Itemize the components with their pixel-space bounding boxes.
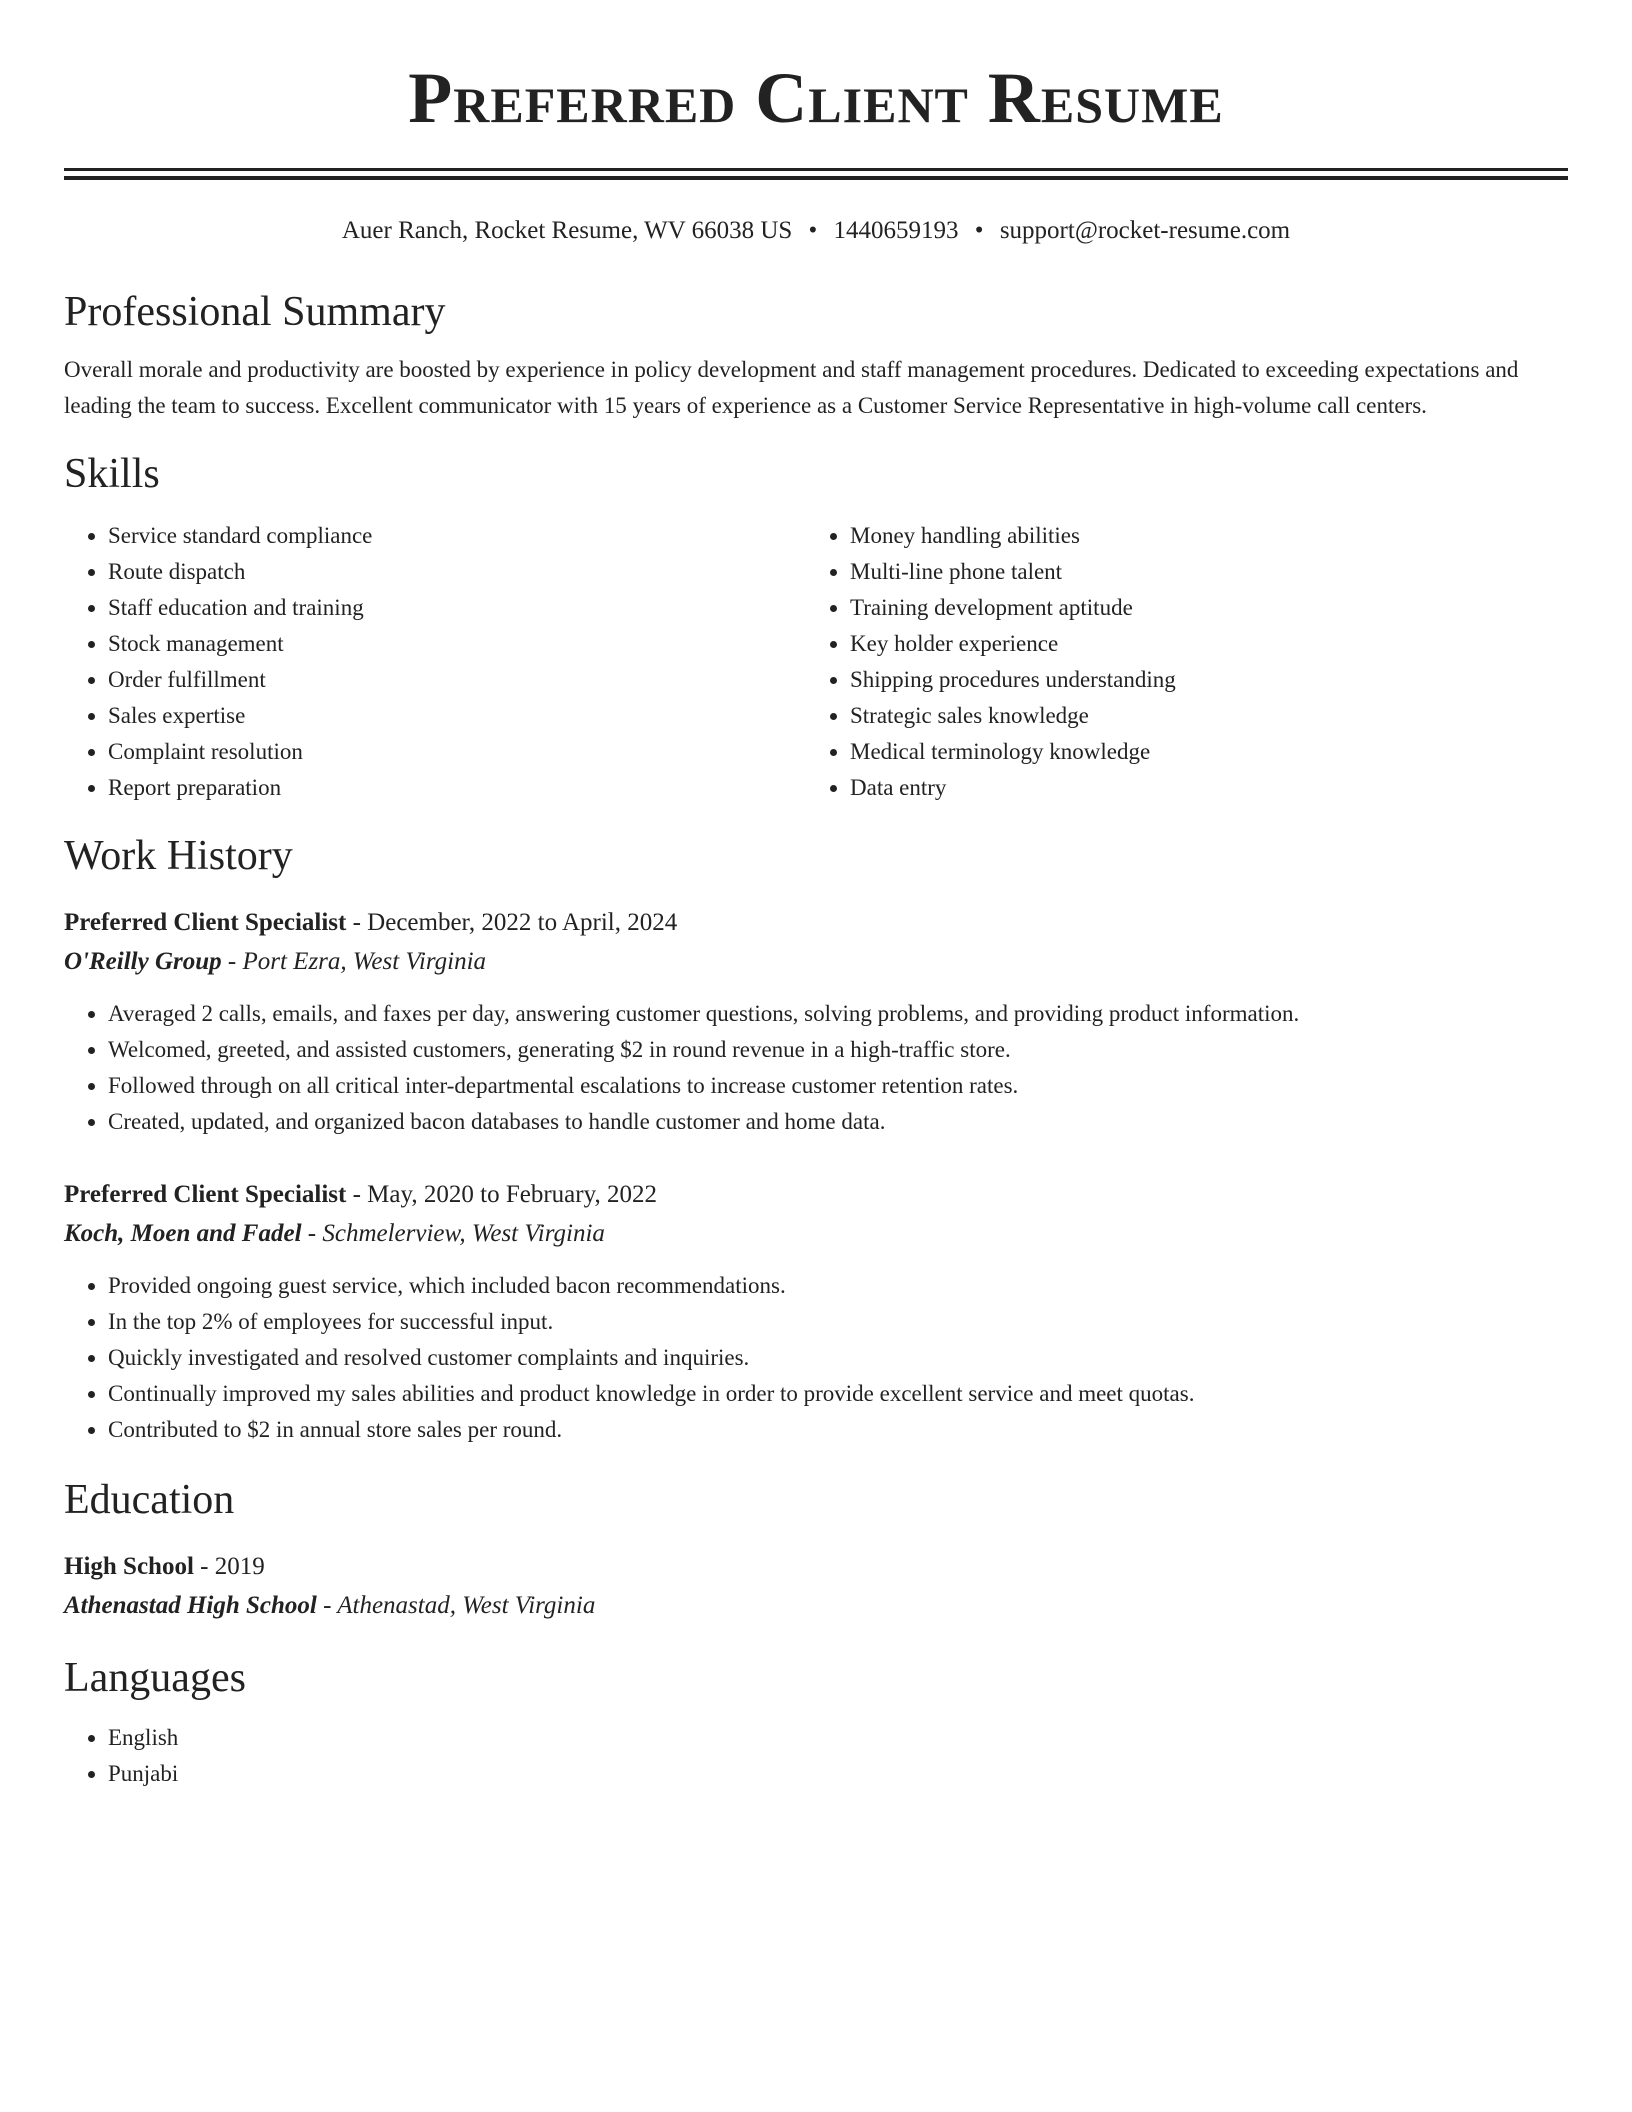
skills-list-right [806, 518, 1548, 806]
job-bullet: • Quickly investigated and resolved customer complaints and inquiries. [108, 1340, 1568, 1376]
job-bullet: • Created, updated, and organized bacon databases to handle customer and home data. [108, 1104, 1568, 1140]
education-heading: Education [64, 1477, 235, 1523]
job-company-line [64, 1214, 1568, 1254]
skill-item: • Key holder experience [850, 626, 1548, 662]
languages-list [64, 1720, 1568, 1792]
skill-item: • Order fulfillment [108, 662, 806, 698]
skill-item: • Route dispatch [108, 554, 806, 590]
education-school-line [64, 1586, 1568, 1626]
work-history-heading: Work History [64, 833, 293, 879]
job-entry [64, 1176, 1568, 1448]
skill-item: • Strategic sales knowledge [850, 698, 1548, 734]
summary-heading: Professional Summary [64, 289, 446, 335]
job-location: - Schmelerview, West Virginia [301, 1220, 605, 1247]
skill-item: • Training development aptitude [850, 590, 1548, 626]
page-title: Preferred Client Resume [408, 58, 1224, 138]
education-school: Athenastad High School [64, 1592, 317, 1619]
job-bullet: • Contributed to $2 in annual store sales per round. [108, 1412, 1568, 1448]
languages-heading: Languages [64, 1655, 246, 1701]
skill-item: • Shipping procedures understanding [850, 662, 1548, 698]
job-company: O'Reilly Group [64, 948, 222, 975]
skill-item: • Data entry [850, 770, 1548, 806]
summary-text: Overall morale and productivity are boosted by experience in policy development and staff management procedures. Dedicated to exceeding expectations and leading the team to success. Excellent communicator with 15 years of experience as a Customer Service Representative in high-volume call centers. [64, 357, 1519, 418]
skill-item: • Stock management [108, 626, 806, 662]
job-company-line [64, 942, 1568, 982]
skill-item: • Complaint resolution [108, 734, 806, 770]
education-location: - Athenastad, West Virginia [316, 1592, 596, 1619]
job-dates: - December, 2022 to April, 2024 [346, 909, 678, 936]
contact-separator: • [808, 217, 818, 244]
skills-heading: Skills [64, 451, 160, 497]
skill-item: • Medical terminology knowledge [850, 734, 1548, 770]
job-bullet: • Followed through on all critical inter-departmental escalations to increase customer retention rates. [108, 1068, 1568, 1104]
skill-item: • Multi-line phone talent [850, 554, 1548, 590]
skill-item: • Money handling abilities [850, 518, 1548, 554]
job-bullet: • Continually improved my sales abilities and product knowledge in order to provide excellent service and meet quotas. [108, 1376, 1568, 1412]
title-double-rule [64, 168, 1568, 180]
job-bullet: • Welcomed, greeted, and assisted customers, generating $2 in round revenue in a high-traffic store. [108, 1032, 1568, 1068]
skill-item: • Report preparation [108, 770, 806, 806]
contact-line [64, 214, 1568, 248]
contact-address: Auer Ranch, Rocket Resume, WV 66038 US [341, 217, 793, 244]
skills-grid [64, 518, 1568, 806]
job-title-line [64, 904, 1568, 942]
job-bullet: • In the top 2% of employees for successful input. [108, 1304, 1568, 1340]
skill-item: • Staff education and training [108, 590, 806, 626]
contact-separator: • [974, 217, 984, 244]
contact-email: support@rocket-resume.com [999, 217, 1291, 244]
education-degree: High School [64, 1553, 194, 1580]
job-bullet: • Averaged 2 calls, emails, and faxes per day, answering customer questions, solving problems, and providing product information. [108, 996, 1568, 1032]
job-dates: - May, 2020 to February, 2022 [346, 1181, 657, 1208]
job-location: - Port Ezra, West Virginia [221, 948, 487, 975]
resume-page [64, 0, 1568, 1792]
job-title: Preferred Client Specialist [64, 1181, 347, 1208]
education-degree-line [64, 1548, 1568, 1586]
education-year: - 2019 [193, 1553, 265, 1580]
job-bullets [64, 1268, 1568, 1448]
skill-item: • Service standard compliance [108, 518, 806, 554]
contact-phone: 1440659193 [833, 217, 959, 244]
job-title: Preferred Client Specialist [64, 909, 347, 936]
skills-list-left [64, 518, 806, 806]
education-entry [64, 1548, 1568, 1626]
job-entry [64, 904, 1568, 1140]
job-company: Koch, Moen and Fadel [64, 1220, 302, 1247]
skill-item: • Sales expertise [108, 698, 806, 734]
language-item: • Punjabi [108, 1756, 1568, 1792]
language-item: • English [108, 1720, 1568, 1756]
job-bullets [64, 996, 1568, 1140]
job-bullet: • Provided ongoing guest service, which included bacon recommendations. [108, 1268, 1568, 1304]
job-title-line [64, 1176, 1568, 1214]
